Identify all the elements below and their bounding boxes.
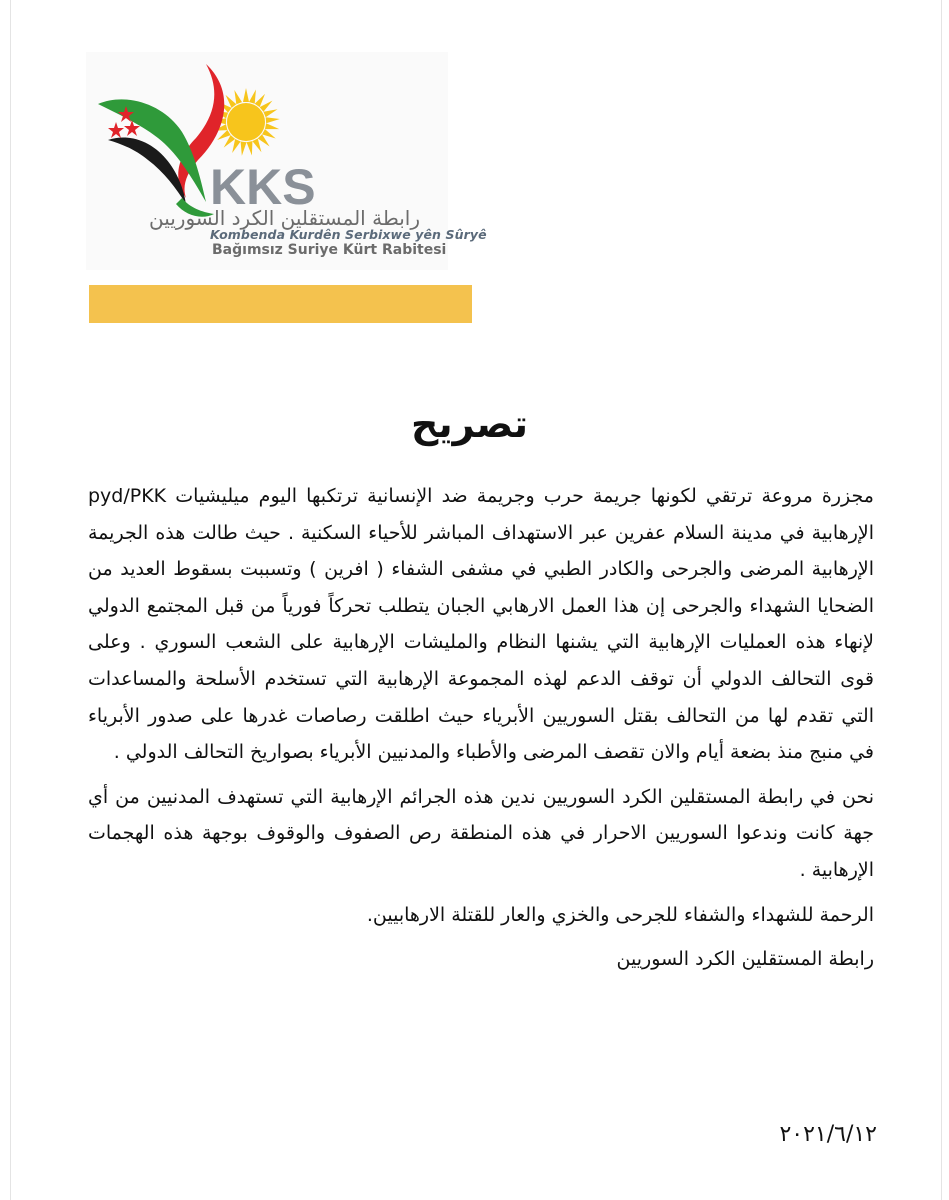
- logo-turkish-name: Bağımsız Suriye Kürt Rabitesi: [212, 242, 447, 258]
- kks-lettering: KKS: [210, 159, 316, 215]
- paragraph-condemnation: نحن في رابطة المستقلين الكرد السوريين ندين هذه الجرائم الإرهابية التي تستهدف المدنيين من أي جهة كانت وندعوا السوريين الاحرار في هذه المنطقة رص الصفوف والوقوف بوجهة هذه الهجمات الإرهابية .: [88, 785, 874, 881]
- kks-logo: [86, 52, 487, 270]
- signature-line: رابطة المستقلين الكرد السوريين: [616, 948, 874, 971]
- document-title: تصريح: [410, 402, 528, 446]
- logo-arabic-name: رابطة المستقلين الكرد السوريين: [148, 206, 420, 230]
- paragraph-main: مجزرة مروعة ترتقي لكونها جريمة حرب وجريمة ضد الإنسانية ترتكبها اليوم ميليشيات pyd/PKK الإرهابية في مدينة السلام عفرين عبر الاستهداف المباشر للأحياء السكنية . حيث طالت هذه الجريمة الإرهابية المرضى والجرحى والكادر الطبي في مشفى الشفاء ( افرين ) وتسببت بسقوط العديد من الضحايا الشهداء والجرحى إن هذا العمل الارهابي الجبان يتطلب تحركاً فورياً من قبل المجتمع الدولي لإنهاء هذه العمليات الإرهابية التي يشنها النظام والمليشات الإرهابية على الشعب السوري . وعلى قوى التحالف الدولي أن توقف الدعم لهذه المجموعة الإرهابية التي تستخدم الأسلحة والمساعدات التي تقدم لها من التحالف بقتل السوريين الأبرياء حيث اطلقت رصاصات غدرها على صدور الأبرياء في منبج منذ بضعة أيام والان تقصف المرضى والأطباء والمدنيين الأبرياء بصواريخ التحالف الدولي .: [88, 485, 874, 764]
- logo-kurdish-name: Kombenda Kurdên Serbixwe yên Sûryê: [210, 227, 487, 242]
- document-body: [88, 478, 874, 978]
- paragraph-mercy: الرحمة للشهداء والشفاء للجرحى والخزي والعار للقتلة الارهابيين.: [366, 903, 874, 926]
- yellow-banner-bar: [89, 285, 472, 323]
- document-date: ٢٠٢١/٦/١٢: [779, 1122, 877, 1147]
